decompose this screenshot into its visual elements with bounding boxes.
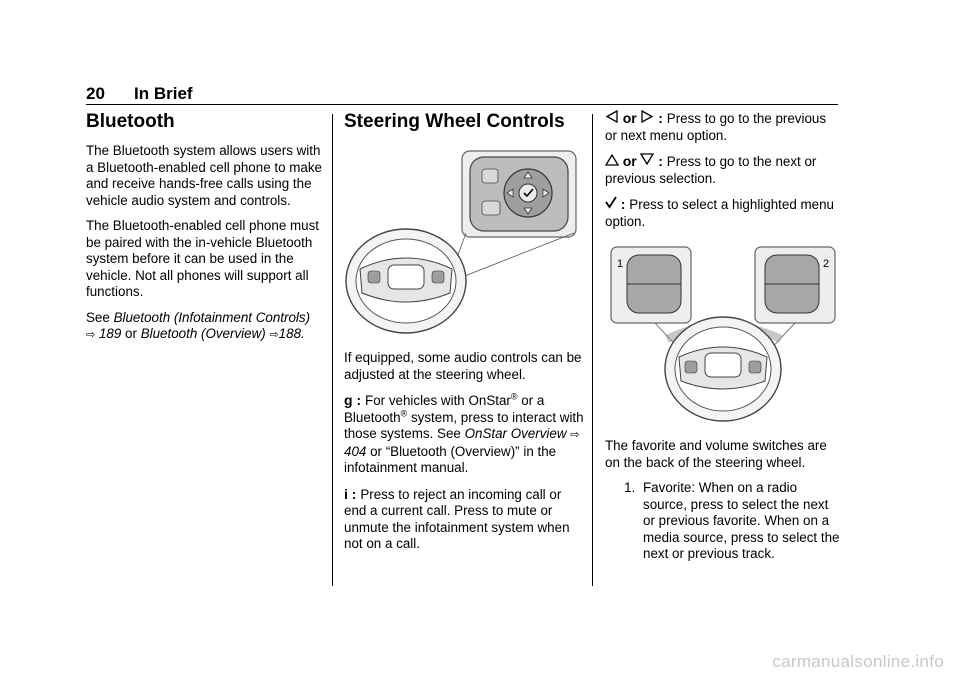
column-steering-controls bbox=[344, 110, 584, 562]
steering-intro: If equipped, some audio controls can be adjusted at the steering wheel. bbox=[344, 350, 582, 382]
up-down-description: or : Press to go to the next or previous selection. bbox=[605, 153, 817, 186]
steering-heading: Steering Wheel Controls bbox=[344, 111, 565, 132]
column-menu-controls bbox=[605, 110, 841, 563]
right-arrow-icon bbox=[640, 110, 654, 123]
reject-button-description: i : Press to reject an incoming call or end a current call. Press to mute or unmute the infotainment system when not on a call. bbox=[344, 485, 570, 551]
section-name: In Brief bbox=[134, 84, 193, 103]
check-icon bbox=[605, 196, 617, 209]
list-item: 1. Favorite: When on a radio source, press to select the next or previous favorite. When on a media source, press to select the next or previous track. bbox=[639, 480, 841, 563]
bluetooth-paragraph-1: The Bluetooth system allows users with a Bluetooth-enabled cell phone to make and receive hands-free calls using the vehicle audio system and controls. bbox=[86, 143, 322, 208]
link-onstar-overview[interactable]: OnStar Overview bbox=[464, 426, 567, 441]
steering-wheel-figure bbox=[344, 143, 580, 339]
page-ref-icon: ⇨ bbox=[269, 329, 279, 341]
link-page-404[interactable]: 404 bbox=[344, 443, 367, 459]
column-divider-1 bbox=[332, 114, 333, 586]
bluetooth-paragraph-2: The Bluetooth-enabled cell phone must be paired with the in-vehicle Bluetooth system before it can be used in the vehicle. Not all phones will support all functions. bbox=[86, 218, 320, 299]
figure-label-1: 1 bbox=[617, 258, 624, 270]
down-arrow-icon bbox=[640, 153, 654, 166]
back-switches-figure bbox=[605, 239, 841, 427]
page-ref-icon: ⇨ bbox=[86, 329, 96, 341]
link-page-189[interactable]: 189 bbox=[98, 326, 122, 341]
figure-label-2: 2 bbox=[823, 258, 830, 270]
column-divider-2 bbox=[592, 114, 593, 586]
link-bluetooth-infotainment[interactable]: Bluetooth (Infotainment Controls) bbox=[113, 309, 311, 325]
back-switches-list bbox=[605, 480, 841, 563]
page-header bbox=[86, 84, 838, 104]
watermark: carmanualsonline.info bbox=[772, 652, 944, 671]
left-arrow-icon bbox=[605, 110, 619, 123]
voice-button-description: g : For vehicles with OnStar® or a Bluetooth® system, press to interact with those systems. See OnStar Overview ⇨ 404 or “Bluetooth (Overview)” in the infotainment manual. bbox=[344, 391, 584, 475]
header-rule bbox=[86, 104, 838, 105]
bluetooth-heading: Bluetooth bbox=[86, 111, 175, 132]
select-description: : Press to select a highlighted menu option. bbox=[605, 196, 834, 229]
voice-icon: g bbox=[344, 392, 353, 408]
phone-reject-icon: i bbox=[344, 485, 348, 502]
left-right-description: or : Press to go to the previous or next menu option. bbox=[605, 110, 827, 143]
column-bluetooth bbox=[86, 110, 322, 353]
back-switches-intro: The favorite and volume switches are on the back of the steering wheel. bbox=[605, 438, 827, 470]
link-page-188[interactable]: 188 bbox=[278, 326, 302, 341]
bluetooth-see-also: See Bluetooth (Infotainment Controls) ⇨ 189 or Bluetooth (Overview) ⇨188. bbox=[86, 309, 311, 341]
page-number: 20 bbox=[86, 84, 105, 103]
up-arrow-icon bbox=[605, 153, 619, 166]
link-bluetooth-overview[interactable]: Bluetooth (Overview) bbox=[140, 326, 266, 341]
page-ref-icon: ⇨ bbox=[570, 429, 580, 441]
